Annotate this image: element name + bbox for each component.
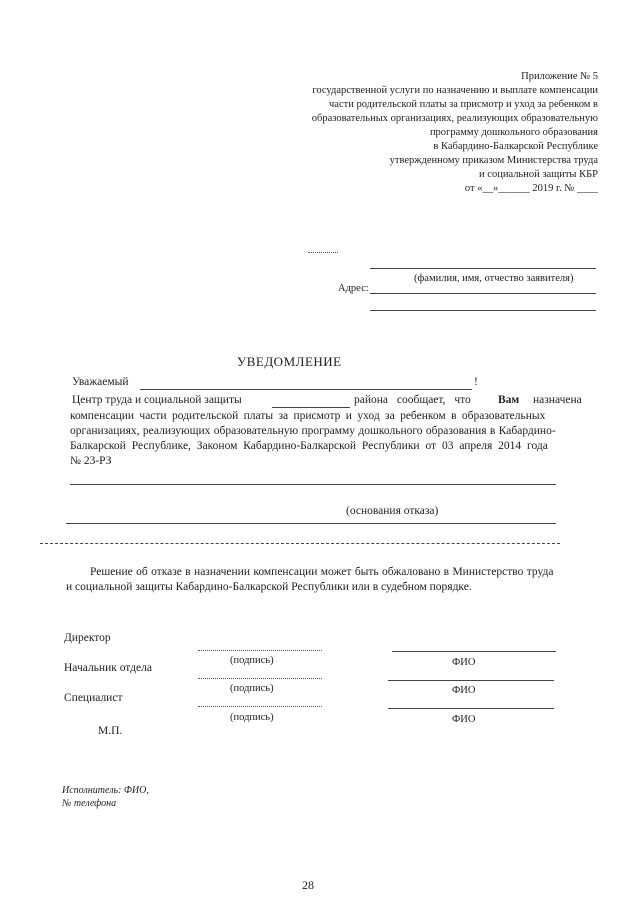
- appendix-number: Приложение № 5: [521, 71, 598, 82]
- header-line: утвержденному приказом Министерства труда: [389, 155, 598, 166]
- document-title: УВЕДОМЛЕНИЕ: [237, 354, 342, 369]
- phone-label: № телефона: [62, 798, 117, 809]
- paragraph-text: компенсации части родительской платы за присмотр и уход за ребенком в образовательных: [70, 410, 546, 422]
- applicant-name-line: [370, 268, 596, 269]
- address-label: Адрес:: [338, 283, 369, 294]
- recipient-name-line: [140, 389, 472, 390]
- paragraph-text: организациях, реализующих образовательную программу дошкольного образования в Кабардино-: [70, 425, 556, 437]
- header-line: программу дошкольного образования: [429, 127, 598, 138]
- salutation: Уважаемый: [72, 376, 129, 388]
- header-line: образовательных организациях, реализующих образовательную: [311, 113, 598, 124]
- fio-line: [392, 651, 556, 652]
- divider-mark: [308, 252, 338, 253]
- applicant-name-caption: (фамилия, имя, отчество заявителя): [414, 273, 574, 284]
- appeal-paragraph: и социальной защиты Кабардино-Балкарской Республики или в судебном порядке.: [66, 581, 472, 593]
- signature-line: [198, 706, 322, 707]
- address-line: [370, 310, 596, 311]
- paragraph-text: района сообщает, что: [354, 394, 471, 406]
- fio-line: [388, 680, 554, 681]
- refusal-caption: (основания отказа): [346, 505, 439, 517]
- district-line: [272, 407, 350, 408]
- salutation-end: !: [474, 376, 478, 388]
- header-line: государственной услуги по назначению и выплате компенсации: [312, 85, 598, 96]
- specialist-label: Специалист: [64, 692, 123, 704]
- fio-line: [388, 708, 554, 709]
- fio-caption: ФИО: [452, 685, 476, 696]
- paragraph-bold-text: Вам: [498, 394, 520, 406]
- fio-caption: ФИО: [452, 657, 476, 668]
- director-label: Директор: [64, 632, 111, 644]
- signature-caption: (подпись): [230, 655, 274, 666]
- law-number: № 23-РЗ: [70, 455, 112, 467]
- paragraph-text: Центр труда и социальной защиты: [72, 394, 242, 406]
- header-line: в Кабардино-Балкарской Республике: [433, 141, 598, 152]
- signature-line: [198, 678, 322, 679]
- signature-line: [198, 650, 322, 651]
- stamp-label: М.П.: [98, 725, 123, 737]
- signature-caption: (подпись): [230, 683, 274, 694]
- order-date-number: от «__»______ 2019 г. № ____: [464, 183, 598, 194]
- signature-caption: (подпись): [230, 712, 274, 723]
- refusal-reason-line: [40, 543, 560, 544]
- fio-caption: ФИО: [452, 714, 476, 725]
- page-number: 28: [302, 878, 314, 892]
- dept-head-label: Начальник отдела: [64, 662, 152, 674]
- refusal-reason-line: [70, 484, 556, 485]
- executor-label: Исполнитель: ФИО,: [62, 785, 149, 796]
- refusal-reason-line: [66, 523, 556, 524]
- address-line: [370, 293, 596, 294]
- header-line: части родительской платы за присмотр и уход за ребенком в: [329, 99, 598, 110]
- header-line: и социальной защиты КБР: [479, 169, 598, 180]
- paragraph-text: Балкарской Республике, Законом Кабардино-Балкарской Республики от 03 апреля 2014 года: [70, 440, 548, 452]
- paragraph-text: назначена: [533, 394, 582, 406]
- appeal-paragraph: Решение об отказе в назначении компенсации может быть обжаловано в Министерство труда: [90, 566, 554, 578]
